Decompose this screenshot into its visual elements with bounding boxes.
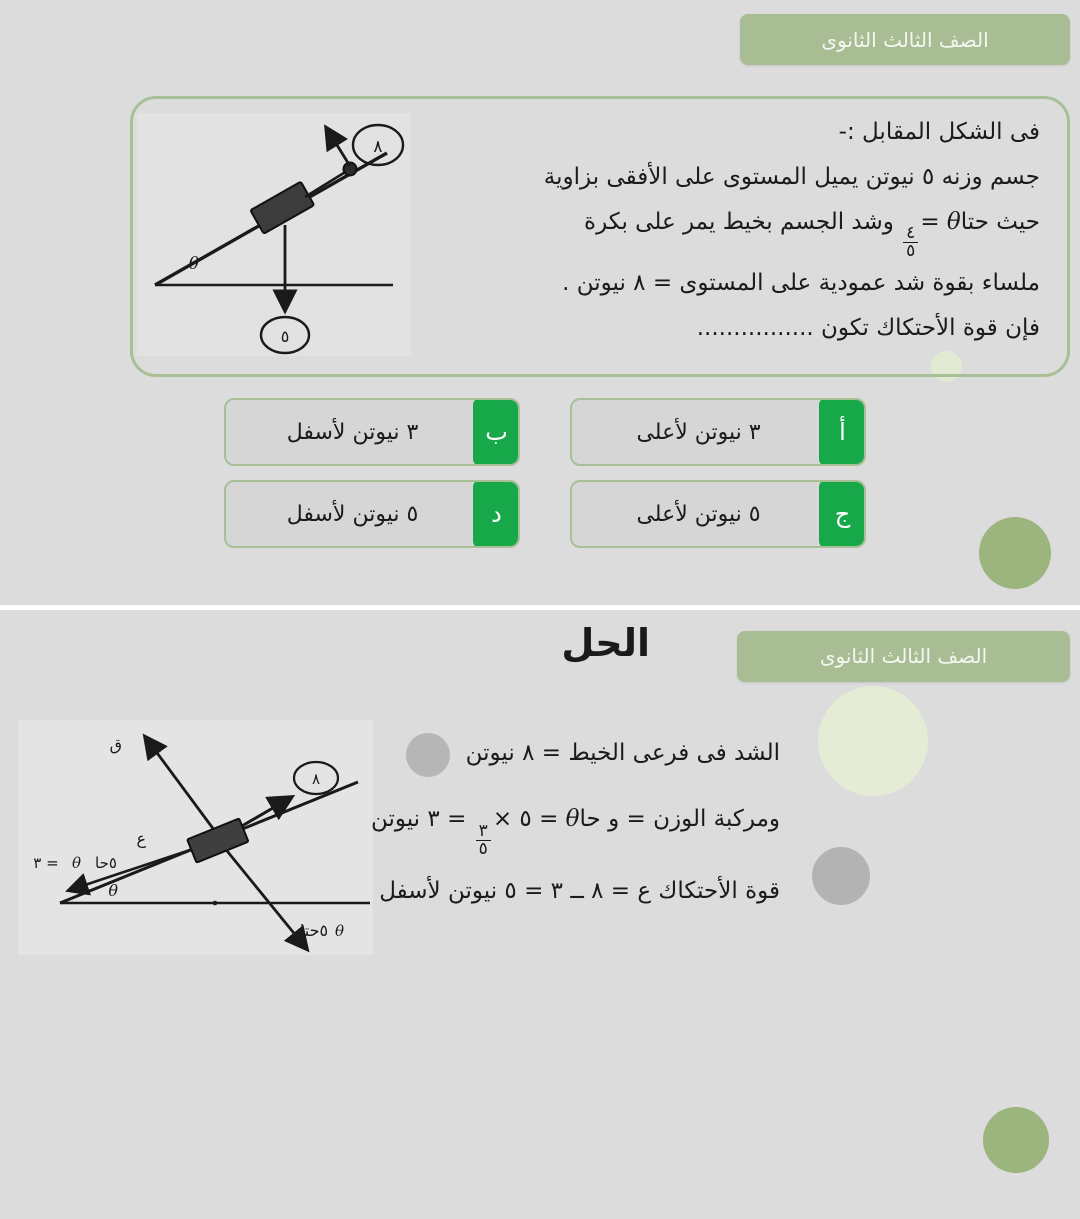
question-line-3-pre: حيث حتا <box>960 208 1040 235</box>
block-shape <box>187 818 248 862</box>
solution-step-2-theta: θ <box>565 806 580 833</box>
option-label: ٥ نيوتن لأعلى <box>636 501 761 527</box>
fraction-denominator: ٥ <box>906 241 916 262</box>
weight-perp-label: ٥حتا <box>299 920 329 940</box>
option-key-badge: أ <box>819 398 866 466</box>
friction-label: ع <box>136 828 146 848</box>
option-key-badge: د <box>473 480 520 548</box>
fraction-numerator: ٣ <box>476 823 491 841</box>
question-line-5: فإن قوة الأحتكاك تكون ................ <box>696 314 1040 341</box>
weight-value-label: ٥ <box>280 327 290 346</box>
solution-step-3: قوة الأحتكاك ع = ٨ ــ ٣ = ٥ نيوتن لأسفل <box>379 878 780 905</box>
solution-step-1: الشد فى فرعى الخيط = ٨ نيوتن <box>465 739 780 766</box>
incline-diagram-svg <box>137 113 411 356</box>
question-line-3-eq: = <box>920 208 940 235</box>
question-line-1: فى الشكل المقابل :- <box>838 119 1040 145</box>
question-line-4: ملساء بقوة شد عمودية على المستوى = ٨ نيوتن . <box>562 269 1040 296</box>
question-slide <box>0 0 1080 607</box>
grade-badge <box>740 14 1070 65</box>
tension-value-label: ٨ <box>373 137 383 157</box>
decorative-blob-grey-medium <box>812 847 870 905</box>
tension-value-label: ٨ <box>311 769 321 788</box>
option-ba[interactable] <box>224 398 520 466</box>
block-shape <box>250 182 314 234</box>
grade-badge-label: الصف الثالث الثانوى <box>821 27 989 52</box>
option-dal[interactable] <box>224 480 520 548</box>
question-line-3 <box>510 200 1040 261</box>
question-line-2: جسم وزنه ٥ نيوتن يميل المستوى على الأفقى بزاوية <box>543 163 1040 190</box>
grade-badge <box>737 631 1070 682</box>
solution-slide <box>0 610 1080 1219</box>
solution-step-2-mid: = ٥ × <box>492 806 559 833</box>
weight-component-value: = ٣ <box>33 853 59 872</box>
solution-step-2-pre: ومركبة الوزن = و حا <box>579 806 780 833</box>
weight-component-theta: θ <box>71 853 81 872</box>
weight-perp-theta: θ <box>334 921 344 940</box>
angle-theta-label: θ <box>188 254 199 274</box>
question-figure <box>137 113 411 356</box>
answer-options <box>0 398 1080 548</box>
decorative-blob-pale-large <box>818 686 928 796</box>
angle-theta-label: θ <box>108 880 118 900</box>
option-jeem[interactable] <box>570 480 866 548</box>
sin-theta-fraction <box>476 820 491 859</box>
option-label: ٣ نيوتن لأسفل <box>286 419 419 445</box>
cos-theta-fraction <box>903 225 918 261</box>
fraction-denominator: ٥ <box>478 838 488 859</box>
option-label: ٥ نيوتن لأسفل <box>286 501 419 527</box>
solution-steps <box>260 720 780 925</box>
weight-component-label: ٥حا <box>95 853 117 872</box>
solution-step-2-post: = ٣ نيوتن <box>370 806 467 833</box>
option-alef[interactable] <box>570 398 866 466</box>
solution-step-2 <box>260 786 780 858</box>
question-theta: θ <box>946 208 961 235</box>
fraction-numerator: ٤ <box>903 225 918 243</box>
question-text <box>510 110 1040 350</box>
option-key-badge: ب <box>473 398 520 466</box>
option-label: ٣ نيوتن لأعلى <box>636 419 761 445</box>
grade-badge-label: الصف الثالث الثانوى <box>819 644 988 668</box>
normal-force-label: ق <box>109 734 122 754</box>
option-key-badge: ج <box>819 480 866 548</box>
question-line-3-post: وشد الجسم بخيط يمر على بكرة <box>584 208 894 235</box>
solution-title: الحل <box>561 620 650 665</box>
decorative-blob-olive-bottom <box>983 1107 1049 1173</box>
